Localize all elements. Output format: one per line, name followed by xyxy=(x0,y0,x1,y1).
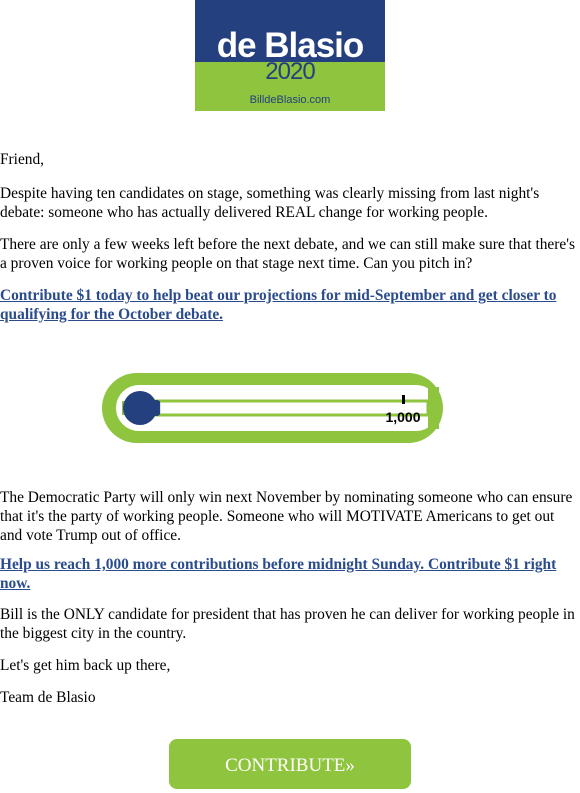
campaign-logo xyxy=(195,0,385,111)
signoff: Team de Blasio xyxy=(0,689,96,706)
contribute-button[interactable]: CONTRIBUTE» xyxy=(169,739,411,789)
meter-bulb xyxy=(123,391,157,425)
paragraph-candidate: Bill is the ONLY candidate for president that has proven he can deliver for working people in the biggest city in the country. xyxy=(0,606,575,642)
logo-name: de Blasio xyxy=(216,26,364,65)
paragraph-debate: There are only a few weeks left before the next debate, and we can still make sure that there's a proven voice for working people on that stage next time. Can you pitch in? xyxy=(0,236,575,272)
greeting: Friend, xyxy=(0,151,45,168)
progress-meter xyxy=(100,371,445,445)
contribute-link-2-wrap xyxy=(0,555,580,593)
logo-site: BilldeBlasio.com xyxy=(249,94,331,106)
contribute-link-1[interactable]: Contribute $1 today to help beat our projections for mid-September and get closer to qualifying for the October debate. xyxy=(0,287,557,323)
contribute-link-2[interactable]: Help us reach 1,000 more contributions before midnight Sunday. Contribute $1 right now. xyxy=(0,556,557,592)
contribute-link-1-wrap xyxy=(0,286,580,324)
meter-goal-label: 1,000 xyxy=(385,409,421,425)
meter-goal-tick xyxy=(402,395,405,404)
paragraph-party: The Democratic Party will only win next November by nominating someone who can ensure that it's the party of working people. Someone who will MOTIVATE Americans to get out and vote Trump out of office. xyxy=(0,489,573,544)
paragraph-closing: Let's get him back up there, xyxy=(0,657,171,674)
meter-end-cap xyxy=(428,387,439,429)
logo-year: 2020 xyxy=(265,58,315,85)
paragraph-intro: Despite having ten candidates on stage, something was clearly missing from last night's debate: someone who has actually delivered REAL change for working people. xyxy=(0,185,540,221)
